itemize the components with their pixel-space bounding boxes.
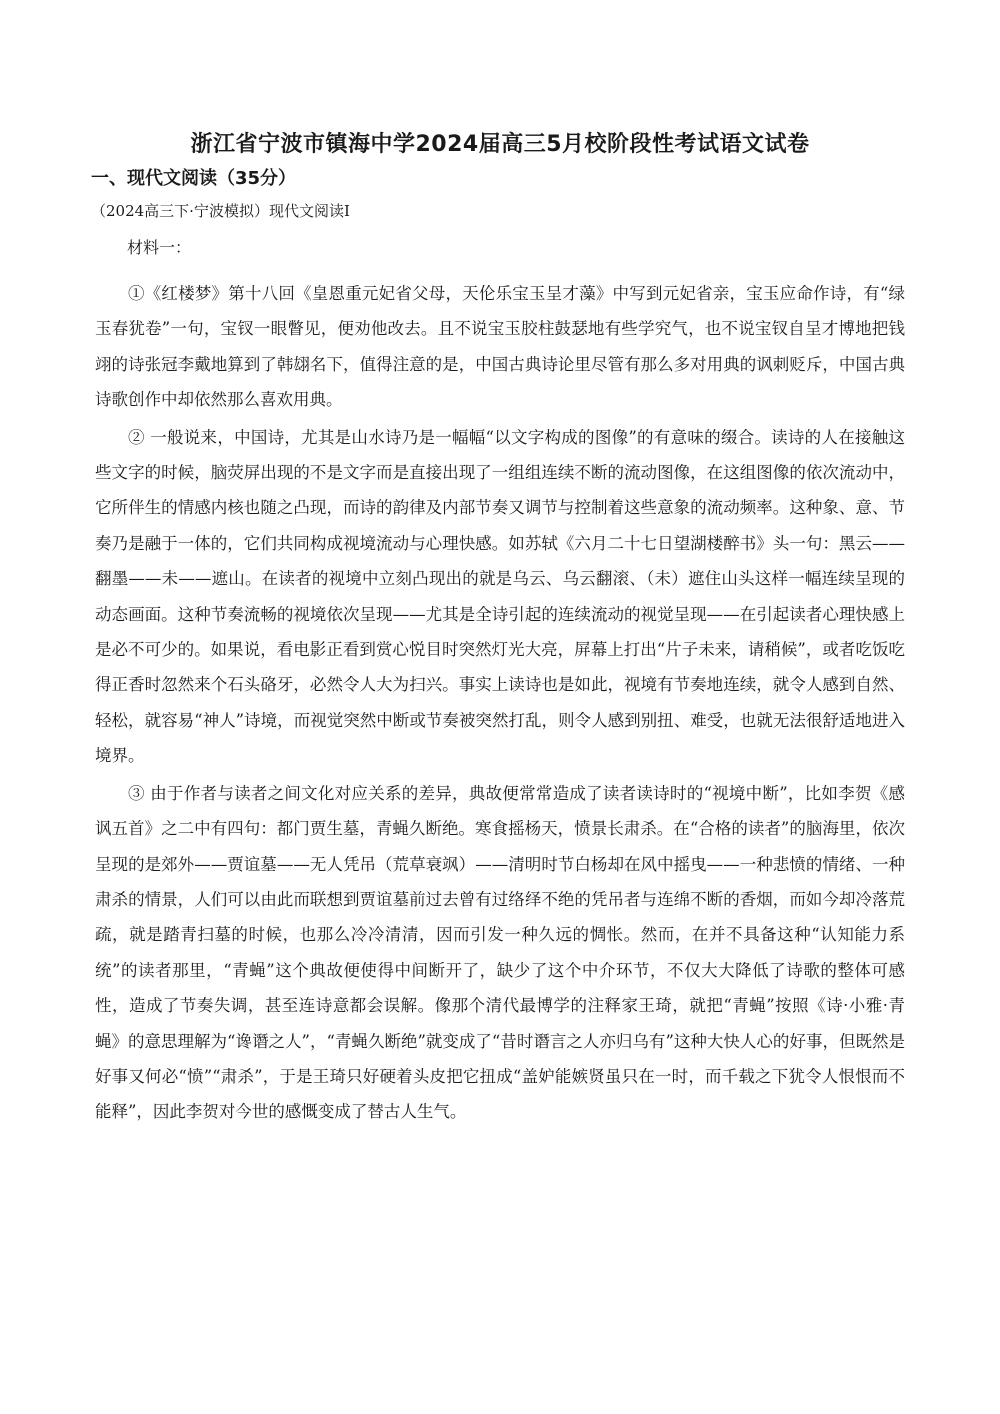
paragraph-1: ①《红楼梦》第十八回《皇恩重元妃省父母，天伦乐宝玉呈才藻》中写到元妃省亲，宝玉应命作诗，有“绿玉春犹卷”一句，宝钗一眼瞥见，便劝他改去。且不说宝玉胶柱鼓瑟地有些学究气，也不说宝钗自呈才博地把钱翊的诗张冠李戴地算到了韩翃名下，值得注意的是，中国古典诗论里尽管有那么多对用典的讽刺贬斥，中国古典诗歌创作中却依然那么喜欢用典。 bbox=[95, 284, 905, 410]
source-line: （2024高三下·宁波模拟）现代文阅读Ⅰ bbox=[91, 202, 350, 220]
exam-page bbox=[91, 128, 905, 1132]
material-label: 材料一： bbox=[127, 238, 192, 257]
exam-title: 浙江省宁波市镇海中学2024届高三5月校阶段性考试语文试卷 bbox=[190, 132, 810, 157]
paragraph-2: ② 一般说来，中国诗，尤其是山水诗乃是一幅幅“以文字构成的图像”的有意味的缀合。读诗的人在接触这些文字的时候，脑荧屏出现的不是文字而是直接出现了一组组连续不断的流动图像，在这组图像的依次流动中，它所伴生的情感内核也随之凸现，而诗的韵律及内部节奏又调节与控制着这些意象的流动频率。这种象、意、节奏乃是融于一体的，它们共同构成视境流动与心理快感。如苏轼《六月二十七日望湖楼醉书》头一句：黑云——翻墨——未——遮山。在读者的视境中立刻凸现出的就是乌云、乌云翻滚、（未）遮住山头这样一幅连续呈现的动态画面。这种节奏流畅的视境依次呈现——尤其是全诗引起的连续流动的视觉呈现——在引起读者心理快感上是必不可少的。如果说，看电影正看到赏心悦目时突然灯光大亮，屏幕上打出“片子未来，请稍候”，或者吃饭吃得正香时忽然来个石头硌牙，必然令人大为扫兴。事实上读诗也是如此，视境有节奏地连续，就令人感到自然、轻松，就容易“神人”诗境，而视觉突然中断或节奏被突然打乱，则令人感到别扭、难受，也就无法很舒适地进入境界。 bbox=[95, 427, 905, 766]
section-heading: 一、现代文阅读（35分） bbox=[91, 168, 297, 189]
paragraph-3: ③ 由于作者与读者之间文化对应关系的差异，典故便常常造成了读者读诗时的“视境中断”，比如李贺《感讽五首》之二中有四句：都门贾生墓，青蝇久断绝。寒食摇杨天，愤景长肃杀。在“合格的读者”的脑海里，依次呈现的是郊外——贾谊墓——无人凭吊（荒草衰飒）——清明时节白杨却在风中摇曳——一种悲愤的情绪、一种肃杀的情景，人们可以由此而联想到贾谊墓前过去曾有过络绎不绝的凭吊者与连绵不断的香烟，而如今却冷落荒疏，就是踏青扫墓的时候，也那么冷冷清清，因而引发一种久远的惆怅。然而，在并不具备这种“认知能力系统”的读者那里，“青蝇”这个典故便使得中间断开了，缺少了这个中介环节，不仅大大降低了诗歌的整体可感性，造成了节奏失调，甚至连诗意都会误解。像那个清代最博学的注释家王琦，就把“青蝇”按照《诗·小雅·青蝇》的意思理解为“谗谮之人”，“青蝇久断绝”就变成了“昔时谮言之人亦归乌有”这种大快人心的好事，但既然是好事又何必“愤”“肃杀”，于是王琦只好硬着头皮把它扭成“盖妒能嫉贤虽只在一时，而千载之下犹令人恨恨而不能释”，因此李贺对今世的感慨变成了替古人生气。 bbox=[95, 783, 905, 1122]
